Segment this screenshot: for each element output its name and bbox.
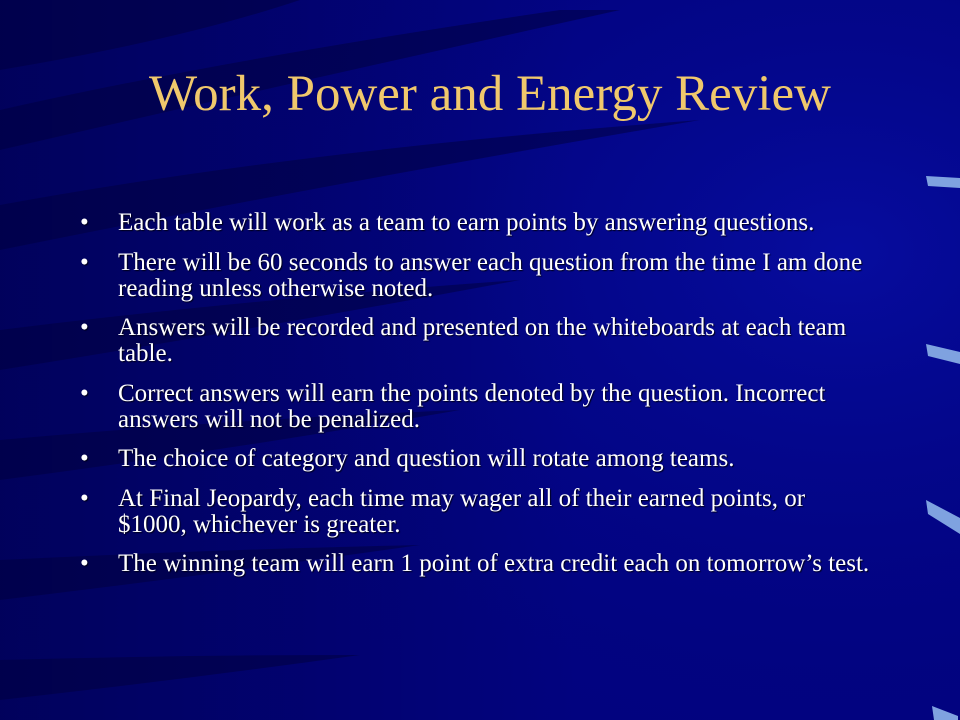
bullet-symbol: •: [80, 248, 89, 276]
bullet-item: [78, 486, 878, 538]
bullet-symbol: •: [80, 209, 89, 236]
bullet-symbol: •: [80, 484, 89, 512]
bullet-text: Answers will be recorded and presented on the whiteboards at each team table.: [118, 314, 847, 367]
bullet-symbol: •: [80, 445, 89, 472]
bullet-text: There will be 60 seconds to answer each question from the time I am done reading unless otherwise noted.: [118, 248, 863, 302]
bullet-text: At Final Jeopardy, each time may wager all of their earned points, or $1000, whichever is greater.: [118, 484, 806, 538]
bullet-text: Correct answers will earn the points denoted by the question. Incorrect answers will not be penalized.: [118, 379, 826, 433]
bullet-text: The choice of category and question will rotate among teams.: [118, 445, 735, 472]
bullet-symbol: •: [80, 550, 89, 577]
bullet-item: [78, 446, 878, 472]
bullet-item: [78, 210, 878, 236]
bullet-symbol: •: [80, 379, 89, 407]
bullet-item: [78, 551, 878, 577]
bullet-text: Each table will work as a team to earn points by answering questions.: [118, 209, 815, 236]
bullet-text: The winning team will earn 1 point of extra credit each on tomorrow’s test.: [118, 550, 870, 577]
bullet-item: [78, 250, 878, 302]
slide-title: Work, Power and Energy Review: [149, 66, 831, 122]
bullet-list: [78, 210, 878, 591]
bullet-item: [78, 315, 878, 367]
bullet-item: [78, 381, 878, 433]
bullet-symbol: •: [80, 314, 89, 341]
